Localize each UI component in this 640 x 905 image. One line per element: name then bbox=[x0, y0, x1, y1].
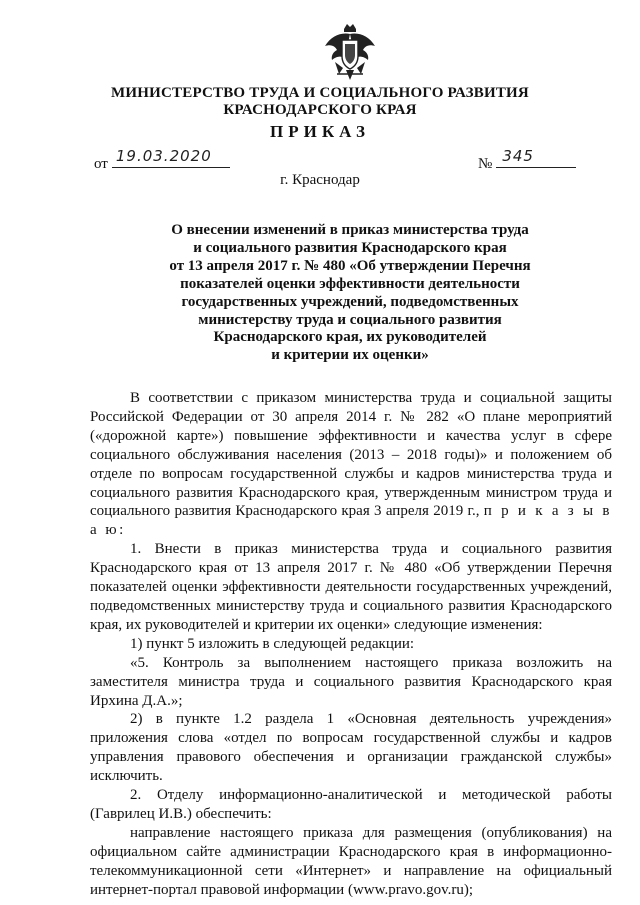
document-title bbox=[140, 222, 560, 365]
item-1-1-text: «5. Контроль за выполнением настоящего приказа возложить на заместителя министра труда и социального развития Краснодарского края Ирхина Д.А.»; bbox=[90, 654, 612, 709]
order-date bbox=[94, 147, 230, 173]
coat-of-arms-icon bbox=[323, 22, 377, 82]
intro-text: В соответствии с приказом министерства труда и социальной защиты Российской Федерации от 30 апреля 2014 г. № 282 «О плане мероприятий («дорожной карте») повышение эффективности и качества услуг в сфере социального обслуживания населения (2013 – 2018 годы)» и положением об отделе по вопросам государственной службы и кадров министерства труда и социального развития Краснодарского края, утвержденным министром труда и социального развития Краснодарского края 3 апреля 2019 г., bbox=[90, 390, 612, 520]
prikazyvayu-word: п р и к а з ы в а ю: bbox=[90, 503, 613, 539]
item-1-2: 2) в пункте 1.2 раздела 1 «Основная деятельность учреждения» приложения слова «отдел по вопросам государственной службы и кадров управления правового обеспечения и организации гражданской службы» исключить. bbox=[90, 711, 612, 785]
title-line: государственных учреждений, подведомственных bbox=[181, 293, 519, 310]
title-line: и социального развития Краснодарского края bbox=[193, 239, 507, 256]
title-line: Краснодарского края, их руководителей bbox=[213, 329, 487, 346]
item-1: 1. Внести в приказ министерства труда и социального развития Краснодарского края от 13 апреля 2017 г. № 480 «Об утверждении Перечня показателей оценки эффективности деятельности государственных учреждений, подведомственных министерству труда и социального развития Краснодарского края, их руководителей и критерии их оценки» следующие изменения: bbox=[90, 541, 612, 633]
ministry-name-line1: МИНИСТЕРСТВО ТРУДА И СОЦИАЛЬНОГО РАЗВИТИЯ bbox=[111, 85, 529, 101]
item-1-1: 1) пункт 5 изложить в следующей редакции: bbox=[130, 635, 415, 652]
city: г. Краснодар bbox=[280, 172, 360, 188]
number-label: № bbox=[478, 156, 493, 172]
title-line: показателей оценки эффективности деятельности bbox=[180, 275, 520, 292]
number-value: 345 bbox=[502, 147, 534, 165]
date-label: от bbox=[94, 156, 108, 172]
item-2: 2. Отделу информационно-аналитической и методической работы (Гаврилец И.В.) обеспечить: bbox=[90, 787, 612, 822]
date-value: 19.03.2020 bbox=[115, 147, 212, 165]
document-body bbox=[90, 389, 612, 899]
title-line: министерству труда и социального развития bbox=[198, 311, 502, 328]
title-line: от 13 апреля 2017 г. № 480 «Об утверждении Перечня bbox=[169, 257, 531, 274]
ministry-name-line2: КРАСНОДАРСКОГО КРАЯ bbox=[223, 102, 417, 118]
item-2-text: направление настоящего приказа для размещения (опубликования) на официальном сайте администрации Краснодарского края в информационно-телекоммуникационной сети «Интернет» и направление на официальный интернет-портал правовой информации (www.pravo.gov.ru); bbox=[90, 824, 612, 898]
order-number bbox=[478, 147, 576, 173]
title-line: О внесении изменений в приказ министерства труда bbox=[171, 222, 529, 238]
document-type: ПРИКАЗ bbox=[270, 122, 370, 141]
body-intro bbox=[90, 389, 612, 540]
title-line: и критерии их оценки» bbox=[271, 347, 429, 364]
